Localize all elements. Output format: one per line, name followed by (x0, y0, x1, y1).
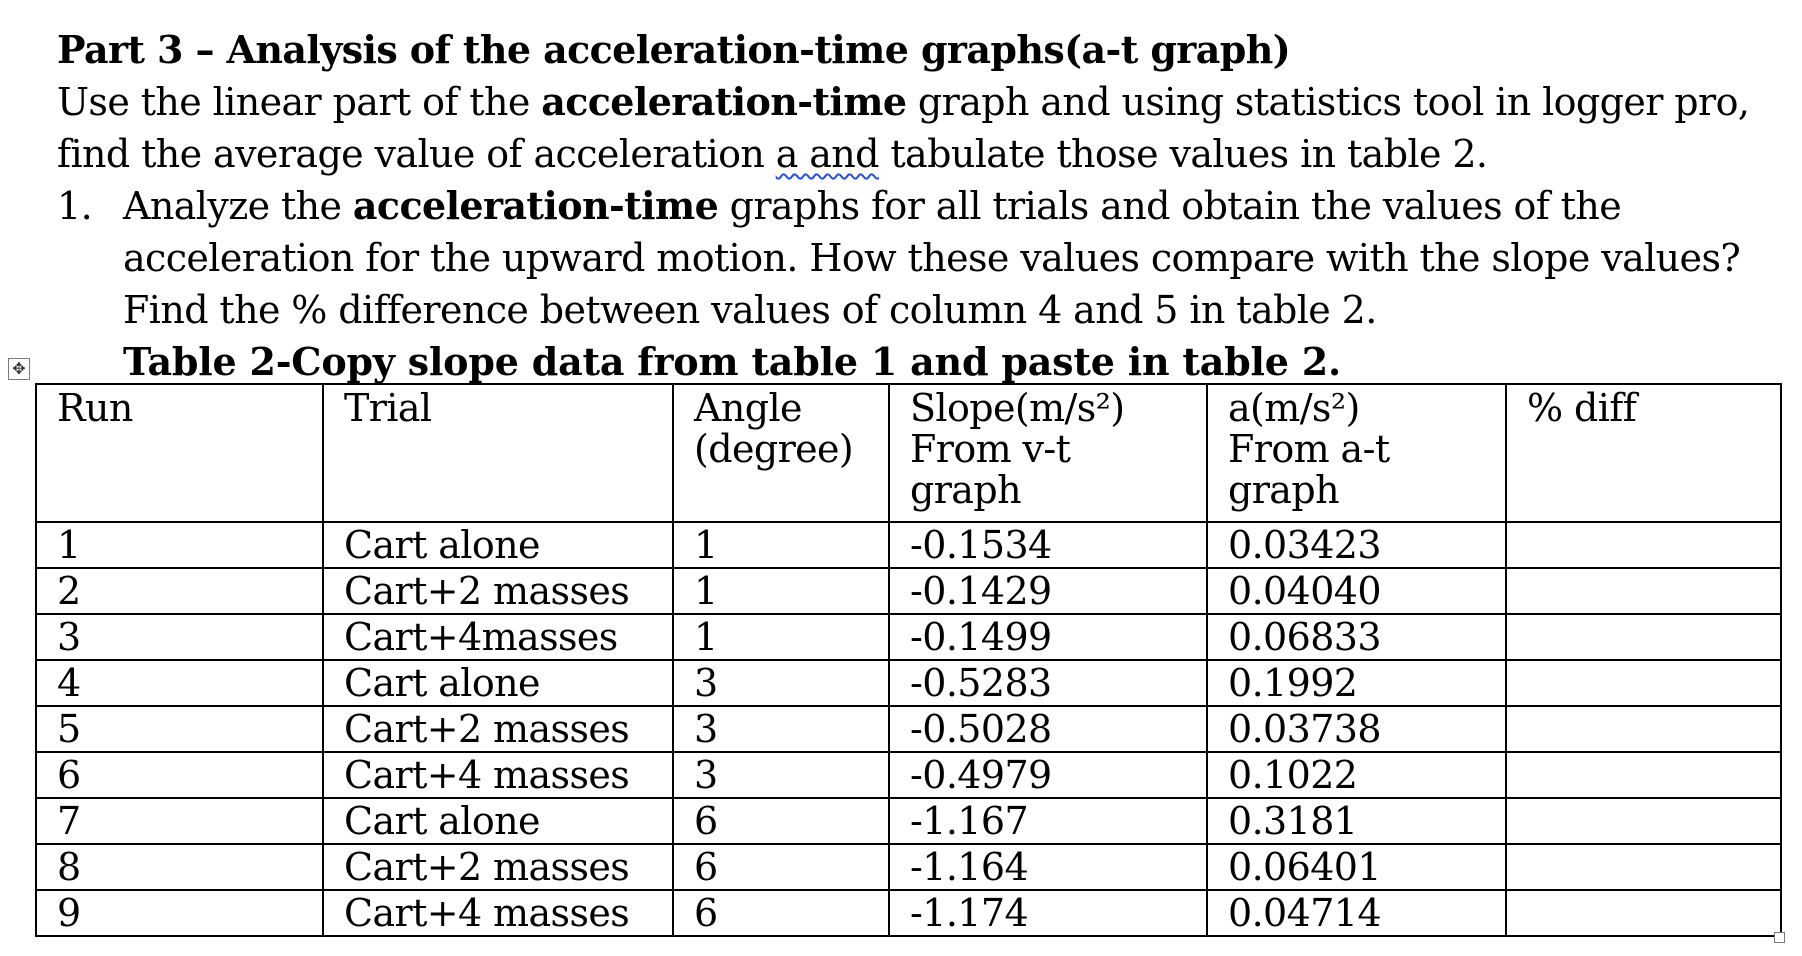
cell-run[interactable]: 4 (36, 660, 323, 706)
header-line: (degree) (694, 427, 854, 471)
cell-run[interactable]: 7 (36, 798, 323, 844)
cell-trial[interactable]: Cart alone (323, 798, 673, 844)
cell-a[interactable]: 0.3181 (1207, 798, 1506, 844)
cell-diff[interactable] (1506, 522, 1781, 568)
intro-text-3: tabulate those values in table 2. (878, 132, 1488, 176)
intro-text-1: Use the linear part of the (57, 80, 542, 124)
cell-trial[interactable]: Cart+4 masses (323, 890, 673, 936)
cell-run[interactable]: 1 (36, 522, 323, 568)
table-row (36, 660, 1781, 706)
cell-diff[interactable] (1506, 752, 1781, 798)
cell-run[interactable]: 6 (36, 752, 323, 798)
column-header-trial[interactable] (323, 384, 673, 522)
cell-trial[interactable]: Cart alone (323, 522, 673, 568)
header-line: a(m/s²) (1228, 386, 1360, 430)
table-header-row (36, 384, 1781, 522)
cell-trial[interactable]: Cart+2 masses (323, 568, 673, 614)
cell-slope[interactable]: -0.5283 (889, 660, 1207, 706)
cell-run[interactable]: 3 (36, 614, 323, 660)
table-row (36, 706, 1781, 752)
column-header-a[interactable] (1207, 384, 1506, 522)
cell-a[interactable]: 0.03423 (1207, 522, 1506, 568)
list-item (57, 180, 1787, 336)
cell-angle[interactable]: 3 (673, 706, 889, 752)
table-row (36, 568, 1781, 614)
move-cross-icon: ✥ (12, 359, 26, 378)
cell-run[interactable]: 9 (36, 890, 323, 936)
cell-angle[interactable]: 1 (673, 614, 889, 660)
column-header-diff[interactable] (1506, 384, 1781, 522)
header-line: graph (1228, 468, 1339, 512)
column-header-run[interactable] (36, 384, 323, 522)
cell-diff[interactable] (1506, 706, 1781, 752)
document-body (57, 24, 1787, 388)
header-line: Run (57, 386, 133, 430)
cell-diff[interactable] (1506, 660, 1781, 706)
column-header-angle[interactable] (673, 384, 889, 522)
resize-handle-icon[interactable] (1774, 932, 1785, 943)
cell-trial[interactable]: Cart+2 masses (323, 844, 673, 890)
cell-angle[interactable]: 6 (673, 844, 889, 890)
cell-run[interactable]: 2 (36, 568, 323, 614)
cell-a[interactable]: 0.1992 (1207, 660, 1506, 706)
cell-slope[interactable]: -1.167 (889, 798, 1207, 844)
header-line: Angle (694, 386, 802, 430)
cell-trial[interactable]: Cart+4 masses (323, 752, 673, 798)
cell-angle[interactable]: 1 (673, 522, 889, 568)
cell-slope[interactable]: -1.164 (889, 844, 1207, 890)
table-move-handle[interactable] (8, 358, 30, 380)
section-heading: Part 3 – Analysis of the acceleration-time graphs(a-t graph) (57, 27, 1291, 72)
cell-slope[interactable]: -0.1429 (889, 568, 1207, 614)
cell-diff[interactable] (1506, 844, 1781, 890)
cell-angle[interactable]: 6 (673, 890, 889, 936)
table-row (36, 844, 1781, 890)
cell-a[interactable]: 0.04714 (1207, 890, 1506, 936)
cell-a[interactable]: 0.06401 (1207, 844, 1506, 890)
header-line: Trial (344, 386, 432, 430)
header-line: From a-t (1228, 427, 1390, 471)
cell-angle[interactable]: 6 (673, 798, 889, 844)
cell-slope[interactable]: -0.1499 (889, 614, 1207, 660)
cell-diff[interactable] (1506, 568, 1781, 614)
cell-a[interactable]: 0.1022 (1207, 752, 1506, 798)
intro-text-2: graph and using statistics tool in logger pro, find the average value of acceleration (57, 80, 1750, 176)
item-text-1: Analyze the (123, 184, 353, 228)
cell-slope[interactable]: -1.174 (889, 890, 1207, 936)
table-caption: Table 2-Copy slope data from table 1 and paste in table 2. (123, 339, 1342, 384)
intro-paragraph (57, 76, 1787, 180)
column-header-slope[interactable] (889, 384, 1207, 522)
cell-run[interactable]: 5 (36, 706, 323, 752)
table-row (36, 890, 1781, 936)
table-row (36, 614, 1781, 660)
header-line: Slope(m/s²) (910, 386, 1125, 430)
header-line: % diff (1527, 386, 1637, 430)
header-line: From v-t (910, 427, 1071, 471)
cell-diff[interactable] (1506, 614, 1781, 660)
cell-a[interactable]: 0.03738 (1207, 706, 1506, 752)
header-line: graph (910, 468, 1021, 512)
cell-slope[interactable]: -0.5028 (889, 706, 1207, 752)
data-table (35, 383, 1782, 937)
intro-bold-term: acceleration-time (541, 79, 907, 124)
cell-angle[interactable]: 3 (673, 752, 889, 798)
cell-a[interactable]: 0.06833 (1207, 614, 1506, 660)
cell-angle[interactable]: 3 (673, 660, 889, 706)
cell-diff[interactable] (1506, 890, 1781, 936)
item-text-2: graphs for all trials and obtain the values of the acceleration for the upward motion. How these values compare with the slope values? Find the % difference between values of column 4 and 5 in table 2. (123, 184, 1741, 332)
item-bold-term: acceleration-time (352, 183, 719, 228)
table-row (36, 522, 1781, 568)
cell-run[interactable]: 8 (36, 844, 323, 890)
cell-trial[interactable]: Cart alone (323, 660, 673, 706)
table-row (36, 798, 1781, 844)
table-row (36, 752, 1781, 798)
cell-trial[interactable]: Cart+2 masses (323, 706, 673, 752)
list-number: 1. (57, 184, 93, 228)
cell-slope[interactable]: -0.1534 (889, 522, 1207, 568)
cell-slope[interactable]: -0.4979 (889, 752, 1207, 798)
grammar-flagged-text[interactable]: a and (775, 132, 879, 176)
table-body (36, 522, 1781, 936)
cell-diff[interactable] (1506, 798, 1781, 844)
cell-a[interactable]: 0.04040 (1207, 568, 1506, 614)
cell-angle[interactable]: 1 (673, 568, 889, 614)
cell-trial[interactable]: Cart+4masses (323, 614, 673, 660)
list-item-text (123, 180, 1787, 336)
